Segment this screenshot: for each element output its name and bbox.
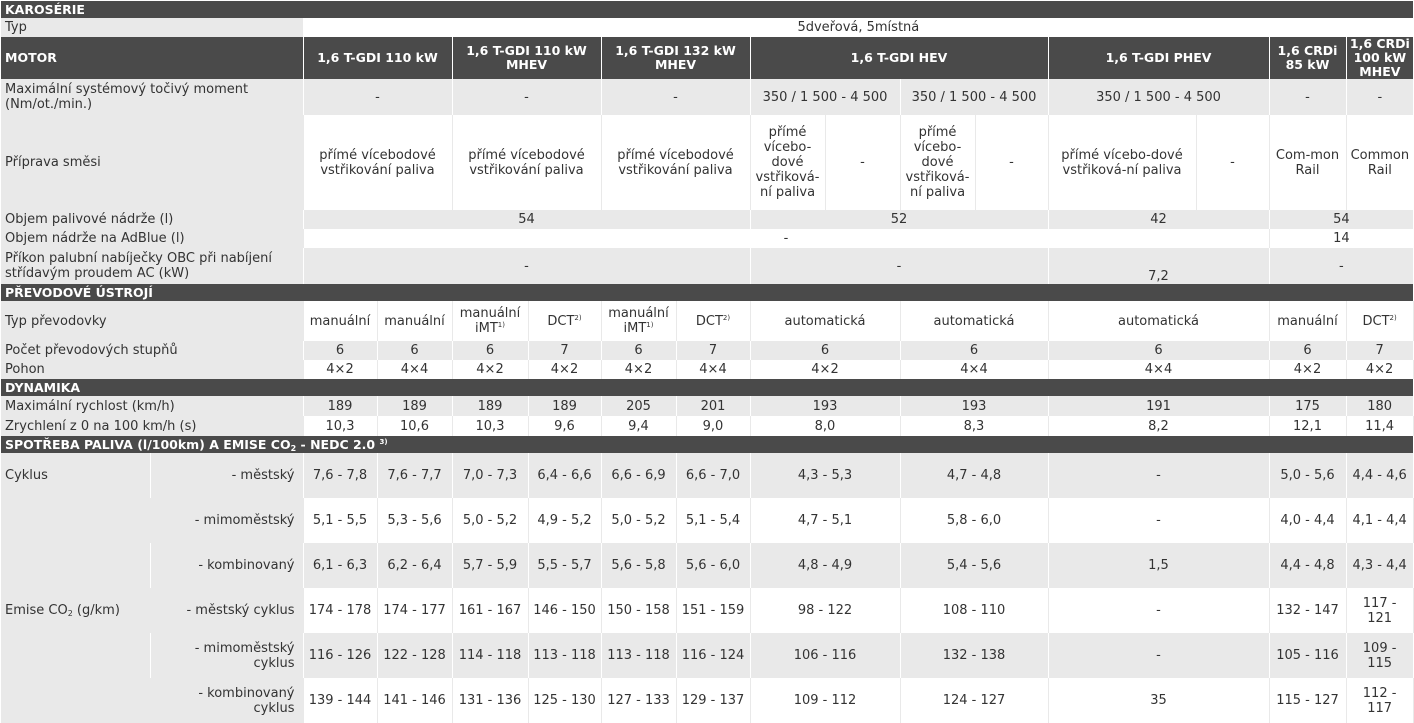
cell: 5,5 - 5,7: [528, 543, 601, 588]
cell: 4×4: [676, 360, 750, 379]
cell: 6: [377, 341, 452, 360]
cell: 10,6: [377, 416, 452, 436]
cell: 4,7 - 5,1: [750, 498, 900, 543]
cell: 189: [377, 396, 452, 416]
cell: Com-mon Rail: [1269, 115, 1346, 210]
cell-text: DCT: [695, 313, 723, 329]
row-emission-extra-urban: [1, 633, 1413, 678]
cell: 122 - 128: [377, 633, 452, 678]
cell: -: [750, 248, 1048, 284]
row-sublabel: - městský: [150, 453, 303, 498]
cell: -: [975, 115, 1048, 210]
cell-text: manuální iMT: [459, 306, 521, 336]
section-header-dynamics: [1, 379, 1413, 396]
cell: 5,0 - 5,6: [1269, 453, 1346, 498]
cell: přímé vícebo-dové vstřiková-ní paliva: [1048, 115, 1196, 210]
cell: automatická: [750, 301, 900, 341]
cell: 5dveřová, 5místná: [303, 18, 1413, 37]
cell: 5,6 - 6,0: [676, 543, 750, 588]
cell: 1,5: [1048, 543, 1269, 588]
spec-table: [1, 1, 1413, 723]
cell: 11,4: [1346, 416, 1413, 436]
engine-header: 1,6 T-GDI 110 kW MHEV: [452, 37, 601, 79]
row-emission-city: [1, 588, 1413, 633]
cell: 205: [601, 396, 676, 416]
cell-text: manuální iMT: [608, 306, 669, 336]
cell: [452, 301, 528, 341]
motor-header-row: [1, 37, 1413, 79]
cell: 6,6 - 6,9: [601, 453, 676, 498]
title-text: - NEDC 2.0: [296, 437, 380, 452]
cell: 139 - 144: [303, 678, 377, 723]
cell: automatická: [900, 301, 1048, 341]
cell: 5,3 - 5,6: [377, 498, 452, 543]
cell: 193: [750, 396, 900, 416]
cell: 6: [452, 341, 528, 360]
cell: 8,0: [750, 416, 900, 436]
row-label: Maximální systémový točivý moment (Nm/ot./min.): [1, 79, 303, 115]
cell: 9,6: [528, 416, 601, 436]
cell: 52: [750, 210, 1048, 229]
row-gears: [1, 341, 1413, 360]
cell: 12,1: [1269, 416, 1346, 436]
cell: 201: [676, 396, 750, 416]
cell: 4×2: [1346, 360, 1413, 379]
cell: 175: [1269, 396, 1346, 416]
footnote-mark: 2): [574, 313, 582, 322]
row-cycle-combined: [1, 543, 1413, 588]
cell: 5,1 - 5,4: [676, 498, 750, 543]
cell: manuální: [377, 301, 452, 341]
row-drive: [1, 360, 1413, 379]
cell: 4,4 - 4,8: [1269, 543, 1346, 588]
footnote-mark: 2): [1389, 313, 1397, 322]
cell: 4×2: [1269, 360, 1346, 379]
cell: 132 - 147: [1269, 588, 1346, 633]
cell: 5,8 - 6,0: [900, 498, 1048, 543]
cell: 4,3 - 4,4: [1346, 543, 1413, 588]
row-sublabel: - městský cyklus: [150, 588, 303, 633]
cell: 113 - 118: [601, 633, 676, 678]
cell: 180: [1346, 396, 1413, 416]
cell: 116 - 124: [676, 633, 750, 678]
row-vmax: [1, 396, 1413, 416]
cell: 125 - 130: [528, 678, 601, 723]
cell: 189: [452, 396, 528, 416]
cell: 5,1 - 5,5: [303, 498, 377, 543]
cell: 109 - 115: [1346, 633, 1413, 678]
cell: 5,0 - 5,2: [452, 498, 528, 543]
cell: 6: [900, 341, 1048, 360]
cell: -: [1269, 79, 1346, 115]
label-text: Emise CO: [5, 603, 68, 618]
row-label: Zrychlení z 0 na 100 km/h (s): [1, 416, 303, 436]
cell: přímé vícebo-dové vstřiková-ní paliva: [750, 115, 825, 210]
cell: 350 / 1 500 - 4 500: [900, 79, 1048, 115]
row-label: Objem palivové nádrže (l): [1, 210, 303, 229]
row-label-empty: [1, 633, 150, 678]
cell: automatická: [1048, 301, 1269, 341]
cell: 14: [1269, 229, 1413, 248]
cell: 112 - 117: [1346, 678, 1413, 723]
title-text: SPOTŘEBA PALIVA (l/100km) A EMISE CO: [5, 437, 291, 452]
cell-text: DCT: [547, 313, 575, 329]
cell: 141 - 146: [377, 678, 452, 723]
row-label: Počet převodových stupňů: [1, 341, 303, 360]
cell: 115 - 127: [1269, 678, 1346, 723]
footnote-mark: 1): [497, 321, 505, 329]
cell: přímé vícebodové vstřikování paliva: [303, 115, 452, 210]
row-cycle-city: [1, 453, 1413, 498]
cell: 116 - 126: [303, 633, 377, 678]
row-emission-combined: [1, 678, 1413, 723]
cell: -: [1048, 498, 1269, 543]
cell: 6: [1269, 341, 1346, 360]
row-label: Typ: [1, 18, 303, 37]
cell: 7,6 - 7,8: [303, 453, 377, 498]
cell: 4×2: [528, 360, 601, 379]
cell: 4,4 - 4,6: [1346, 453, 1413, 498]
cell: přímé vícebodové vstřikování paliva: [452, 115, 601, 210]
cell: 10,3: [303, 416, 377, 436]
row-label-empty: [1, 498, 150, 543]
cell: 146 - 150: [528, 588, 601, 633]
cell: -: [601, 79, 750, 115]
cell: 5,0 - 5,2: [601, 498, 676, 543]
cell: 6,4 - 6,6: [528, 453, 601, 498]
cell: 189: [303, 396, 377, 416]
cell: [1346, 301, 1413, 341]
cell: 117 - 121: [1346, 588, 1413, 633]
cell: 113 - 118: [528, 633, 601, 678]
cell: 114 - 118: [452, 633, 528, 678]
cell: 189: [528, 396, 601, 416]
cell: 4,7 - 4,8: [900, 453, 1048, 498]
cell: 8,3: [900, 416, 1048, 436]
subscript: 2: [290, 444, 297, 453]
cell: přímé vícebodové vstřikování paliva: [601, 115, 750, 210]
cell: 151 - 159: [676, 588, 750, 633]
cell: 191: [1048, 396, 1269, 416]
section-title-dynamics: DYNAMIKA: [1, 379, 1413, 396]
cell: 9,0: [676, 416, 750, 436]
footnote-mark: 1): [646, 321, 654, 329]
cell: -: [1048, 633, 1269, 678]
motor-label: MOTOR: [1, 37, 303, 79]
row-label: Příkon palubní nabíječky OBC při nabíjení střídavým proudem AC (kW): [1, 248, 303, 284]
row-obc: [1, 248, 1413, 284]
cell: 7: [528, 341, 601, 360]
engine-header: 1,6 T-GDI PHEV: [1048, 37, 1269, 79]
cell: 42: [1048, 210, 1269, 229]
cell: 4×4: [377, 360, 452, 379]
row-label-empty: [1, 678, 150, 723]
cell: 131 - 136: [452, 678, 528, 723]
cell: 6: [303, 341, 377, 360]
section-title-consumption: [1, 436, 1413, 453]
row-label-empty: [1, 543, 150, 588]
cell: 5,7 - 5,9: [452, 543, 528, 588]
engine-header: 1,6 CRDi 100 kW MHEV: [1346, 37, 1413, 79]
cell: 5,6 - 5,8: [601, 543, 676, 588]
cell: manuální: [303, 301, 377, 341]
section-header-body: [1, 1, 1413, 18]
cell: 7,2: [1048, 248, 1269, 284]
cell: 4,0 - 4,4: [1269, 498, 1346, 543]
row-sublabel: - kombinovaný: [150, 543, 303, 588]
cell: 193: [900, 396, 1048, 416]
row-sublabel: - mimoměstský cyklus: [150, 633, 303, 678]
cell: 4×2: [452, 360, 528, 379]
cell: 105 - 116: [1269, 633, 1346, 678]
cell: 6,2 - 6,4: [377, 543, 452, 588]
cell: -: [303, 79, 452, 115]
section-header-transmission: [1, 284, 1413, 301]
footnote-mark: 2): [722, 313, 731, 322]
section-title-body: KAROSÉRIE: [1, 1, 1413, 18]
cell: [601, 301, 676, 341]
cell: -: [452, 79, 601, 115]
cell: 7,6 - 7,7: [377, 453, 452, 498]
cell: -: [1048, 588, 1269, 633]
cell: 4,3 - 5,3: [750, 453, 900, 498]
cell: přímé vícebo-dové vstřiková-ní paliva: [900, 115, 975, 210]
cell: 4×2: [601, 360, 676, 379]
row-accel: [1, 416, 1413, 436]
engine-header: 1,6 T-GDI HEV: [750, 37, 1048, 79]
cell: 350 / 1 500 - 4 500: [750, 79, 900, 115]
cell: 124 - 127: [900, 678, 1048, 723]
cell: 109 - 112: [750, 678, 900, 723]
cell: manuální: [1269, 301, 1346, 341]
cell: 6: [1048, 341, 1269, 360]
row-torque: [1, 79, 1413, 115]
engine-header: 1,6 T-GDI 110 kW: [303, 37, 452, 79]
row-sublabel: - kombinovaný cyklus: [150, 678, 303, 723]
cell: 98 - 122: [750, 588, 900, 633]
row-cycle-extra-urban: [1, 498, 1413, 543]
section-header-consumption: [1, 436, 1413, 453]
cell: [528, 301, 601, 341]
cell: 4×4: [900, 360, 1048, 379]
cell: 35: [1048, 678, 1269, 723]
row-label: Objem nádrže na AdBlue (l): [1, 229, 303, 248]
row-gearbox: [1, 301, 1413, 341]
cell: 174 - 178: [303, 588, 377, 633]
cell: 6: [601, 341, 676, 360]
row-mixture: [1, 115, 1413, 210]
cell: -: [825, 115, 900, 210]
cell: 4×2: [303, 360, 377, 379]
cell: -: [1346, 79, 1413, 115]
cell: 150 - 158: [601, 588, 676, 633]
cell: -: [1196, 115, 1269, 210]
cell: 161 - 167: [452, 588, 528, 633]
cell: 5,4 - 5,6: [900, 543, 1048, 588]
row-tank: [1, 210, 1413, 229]
cell: 106 - 116: [750, 633, 900, 678]
cell: -: [303, 229, 1269, 248]
row-label: Cyklus: [1, 453, 150, 498]
row-label: Příprava směsi: [1, 115, 303, 210]
cell: 7,0 - 7,3: [452, 453, 528, 498]
row-body-type: [1, 18, 1413, 37]
cell: 350 / 1 500 - 4 500: [1048, 79, 1269, 115]
row-label: Maximální rychlost (km/h): [1, 396, 303, 416]
cell: 4×2: [750, 360, 900, 379]
cell: 7: [676, 341, 750, 360]
row-sublabel: - mimoměstský: [150, 498, 303, 543]
cell: Common Rail: [1346, 115, 1413, 210]
cell: 127 - 133: [601, 678, 676, 723]
cell: 6,6 - 7,0: [676, 453, 750, 498]
row-adblue: [1, 229, 1413, 248]
cell: 4,8 - 4,9: [750, 543, 900, 588]
cell-text: DCT: [1362, 313, 1390, 329]
footnote-mark: 3): [379, 438, 388, 446]
cell: 108 - 110: [900, 588, 1048, 633]
cell: 54: [1269, 210, 1413, 229]
row-label: Typ převodovky: [1, 301, 303, 341]
cell: 174 - 177: [377, 588, 452, 633]
cell: 9,4: [601, 416, 676, 436]
cell: 132 - 138: [900, 633, 1048, 678]
cell: 10,3: [452, 416, 528, 436]
cell: 4×4: [1048, 360, 1269, 379]
label-text: (g/km): [72, 603, 120, 618]
cell: -: [1048, 453, 1269, 498]
cell: 54: [303, 210, 750, 229]
cell: 8,2: [1048, 416, 1269, 436]
cell: 6,1 - 6,3: [303, 543, 377, 588]
row-label: [1, 588, 150, 633]
cell: -: [1269, 248, 1413, 284]
cell: 6: [750, 341, 900, 360]
row-label: Pohon: [1, 360, 303, 379]
cell: 4,9 - 5,2: [528, 498, 601, 543]
section-title-transmission: PŘEVODOVÉ ÚSTROJÍ: [1, 284, 1413, 301]
cell: 4,1 - 4,4: [1346, 498, 1413, 543]
cell: 129 - 137: [676, 678, 750, 723]
engine-header: 1,6 CRDi 85 kW: [1269, 37, 1346, 79]
engine-header: 1,6 T-GDI 132 kW MHEV: [601, 37, 750, 79]
subscript: 2: [67, 609, 73, 618]
cell: -: [303, 248, 750, 284]
cell: 7: [1346, 341, 1413, 360]
cell: [676, 301, 750, 341]
